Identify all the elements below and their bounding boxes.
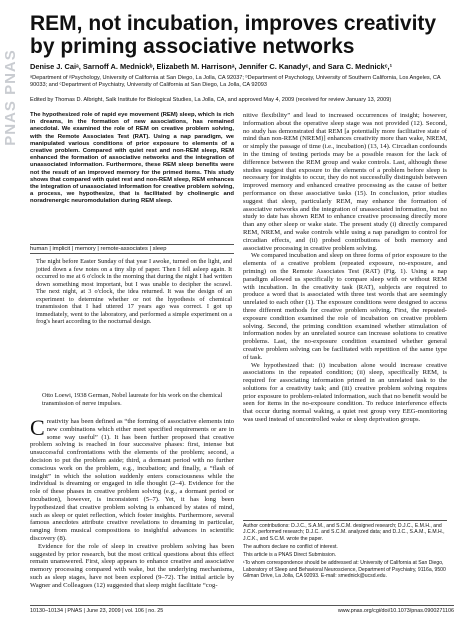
- body-paragraph: We hypothesized that: (i) incubation alone would increase creative associations in the repeated condition; (ii) sleep, specifically REM, is required for associating information primed in an unrelated task to the solutions for a creativity task; and (iii) creative problem solving requires prior exposure to problem-related information, such that no benefit would be seen for items in the no-exposure condition. To reduce interference effects that occur during normal waking, a quiet rest group very EEG-monitoring was used instead of uncontrolled wake or sleep deprivation groups.: [243, 361, 447, 424]
- footnote-contributions: Author contributions: D.J.C., S.A.M., and S.C.M. designed research; D.J.C., E.M.H., and J.C.K. performed research; D.J.C. and S.C.M. analyzed data; and D.J.C., S.A.M., E.M.H., J.C.K., and S.C.M. wrote the paper.: [243, 523, 445, 542]
- footer-citation: 10130–10134 | PNAS | June 23, 2009 | vol. 106 | no. 25: [30, 608, 164, 614]
- body-paragraph: nitive flexibility” and lead to increased occurrences of insight; however, information about the operative sleep stage was not provided (12). Second, no study has demonstrated that REM [a potentially more facilitative state of mind than non-REM (NREM)] enhances creativity more than wake, NREM, or simply the passage of time (i.e., incubation) (13, 14). Circadian confounds in the timing of testing periods may be a possible reason for the lack of difference between the REM group and wake controls. Last, although these studies suggest that exposure to the elements of a problem before sleep is necessary for insights to occur, they do not successfully distinguish between improved memory and enhanced creative processing as the cause of better performance on these associative tasks (15). In conclusion, prior studies suggest that sleep, particularly REM, may enhance the formation of associative networks and the integration of unassociated information, but no study to date has shown REM to enhance creative processing directly more than any other sleep or wake state. The present study (i) directly compared REM, NREM, and wake controls while using a nap paradigm to control for circadian effects, and (ii) probed contributions of both memory and associative processing in creative problem solving.: [243, 112, 447, 252]
- paper-title: REM, not incubation, improves creativity by priming associative networks: [30, 12, 437, 58]
- footnote-conflict: The authors declare no conflict of interest.: [243, 543, 338, 550]
- journal-logo-sidebar: [1, 40, 19, 155]
- epigraph-quote: The night before Easter Sunday of that year I awoke, turned on the light, and jotted down a few notes on a tiny slip of paper. Then I fell asleep again. It occurred to me at 6 o'clock in the morning that during the night I had written down something most important, but I was unable to decipher the scrawl. The next night, at 3 o'clock, the idea returned. It was the design of an experiment to determine whether or not the hypothesis of chemical transmission that I had uttered 17 years ago was correct. I got up immediately, went to the laboratory, and performed a simple experiment on a frog's heart according to the nocturnal design.: [36, 258, 232, 325]
- body-paragraph: Evidence for the role of sleep in creative problem solving has been suggested by prior research, but the most critical questions about this effect remain unanswered. First, sleep appears to enhance creative and associative memory processing compared with wake, but the underlying mechanisms, such as sleep stages, have not been explored (9–72). The initial article by Wagner and Colleagues (12) suggested that sleep might facilitate “cog-: [30, 542, 234, 589]
- affiliations: ᵃDepartment of ᵖPsychology, University of California at San Diego, La Jolla, CA 92037; ᵇDepartment of Psychology, University of Southern California, Los Angeles, CA 90033; and ᶜDepartment of Psychiatry, University of California at San Diego, La Jolla, CA 92093: [30, 75, 441, 88]
- author-list: Denise J. Caiᵃ, Sarnoff A. Mednickᵇ, Elizabeth M. Harrisonᵃ, Jennifer C. Kanadyᶜ, and Sara C. Mednickᶜ,¹: [30, 62, 393, 71]
- footnotes: [243, 520, 447, 581]
- body-paragraph: Creativity has been defined as “the forming of associative elements into new combinations which either meet specified requirements or are in some way useful” (1). It has been further proposed that creative problem solving is reached in four successive phases: first, intense but unsuccessful confrontations with the elements of the problem; second, a decision to put the problem aside; third, a dormant period with no further conscious work on the problem, e.g., incubation; and finally, a “flash of insight” in which the solution suddenly enters consciousness while the individual is dreaming or engaged in idle thought (2–4). Evidence for the role of these phases in creative problem solving (e.g., a dormant period or incubation), however, is inconsistent (5–7). Yet, it has long been hypothesized that creative problem solving is enhanced by states of mind, such as sleep or quiet reflection, which foster insights. Furthermore, several famous anecdotes attribute creative revelations to dreaming in particular, ranging from musical compositions to insightful advances in scientific discovery (8).: [30, 415, 234, 542]
- drop-cap: C: [30, 415, 45, 440]
- abstract: The hypothesized role of rapid eye movement (REM) sleep, which is rich in dreams, in the formation of new associations, has remained anecdotal. We examined the role of REM on creative problem solving, with the Remote Associates Test (RAT). Using a nap paradigm, we manipulated various conditions of prior exposure to elements of a creative problem. Compared with quiet rest and non-REM sleep, REM enhanced the formation of associative networks and the integration of unassociated information. Furthermore, these REM sleep benefits were not the result of an improved memory for the primed items. This study shows that compared with quiet rest and non-REM sleep, REM enhances the integration of unassociated information for creative problem solving, a process, we hypothesize, that is facilitated by cholinergic and noradrenergic neuromodulation during REM sleep.: [30, 112, 234, 205]
- journal-logo-text: PNAS PNAS: [1, 49, 19, 146]
- body-paragraph: We compared incubation and sleep on three forms of prior exposure to the elements of a creative problem (repeated exposure, no-exposure, and priming) on the Remote Associates Test (RAT) (Fig. 1). Using a nap paradigm allowed us specifically to compare sleep with or without REM with incubation. In the creativity task (RAT), subjects are required to produce a word that is associated with three test words that are seemingly unrelated to each other (1). The exposure conditions were designed to access three different methods for creative problem solving. First, the repeated-exposure condition examined the role of incubation on creative problem solving. Second, the priming condition examined whether stimulation of information nodes by an unrelated source can increase solutions to creative problems. Last, the no-exposure condition examined whether general creative problem solving can be facilitated with repetition of the same type of task.: [243, 252, 447, 361]
- footnote-submission: This article is a PNAS Direct Submission.: [243, 552, 337, 559]
- footer-doi: www.pnas.org/cgi/doi/10.1073/pnas.0900271106: [337, 608, 454, 614]
- footnote-correspondence: ¹To whom correspondence should be addressed at: University of California at San Diego, Laboratory of Sleep and Behavioral Neuroscience, Department of Psychiatry, 9116a, 9500 Gilman Drive, La Jolla, CA 92093. E-mail: smednick@ucsd.edu.: [243, 560, 446, 580]
- keywords-bar: human | implicit | memory | remote-associates | sleep: [30, 244, 234, 254]
- epigraph-attribution: Otto Loewi, 1938 German, Nobel laureate for his work on the chemical transmission of nerve impulses.: [42, 392, 223, 407]
- edited-by-line: Edited by Thomas D. Albright, Salk Institute for Biological Studies, La Jolla, CA, and approved May 4, 2009 (received for review January 13, 2009): [30, 97, 392, 103]
- page-footer: [0, 608, 474, 618]
- body-left-column: [30, 415, 234, 590]
- body-right-column: [243, 112, 447, 424]
- footer-rule: [30, 605, 454, 606]
